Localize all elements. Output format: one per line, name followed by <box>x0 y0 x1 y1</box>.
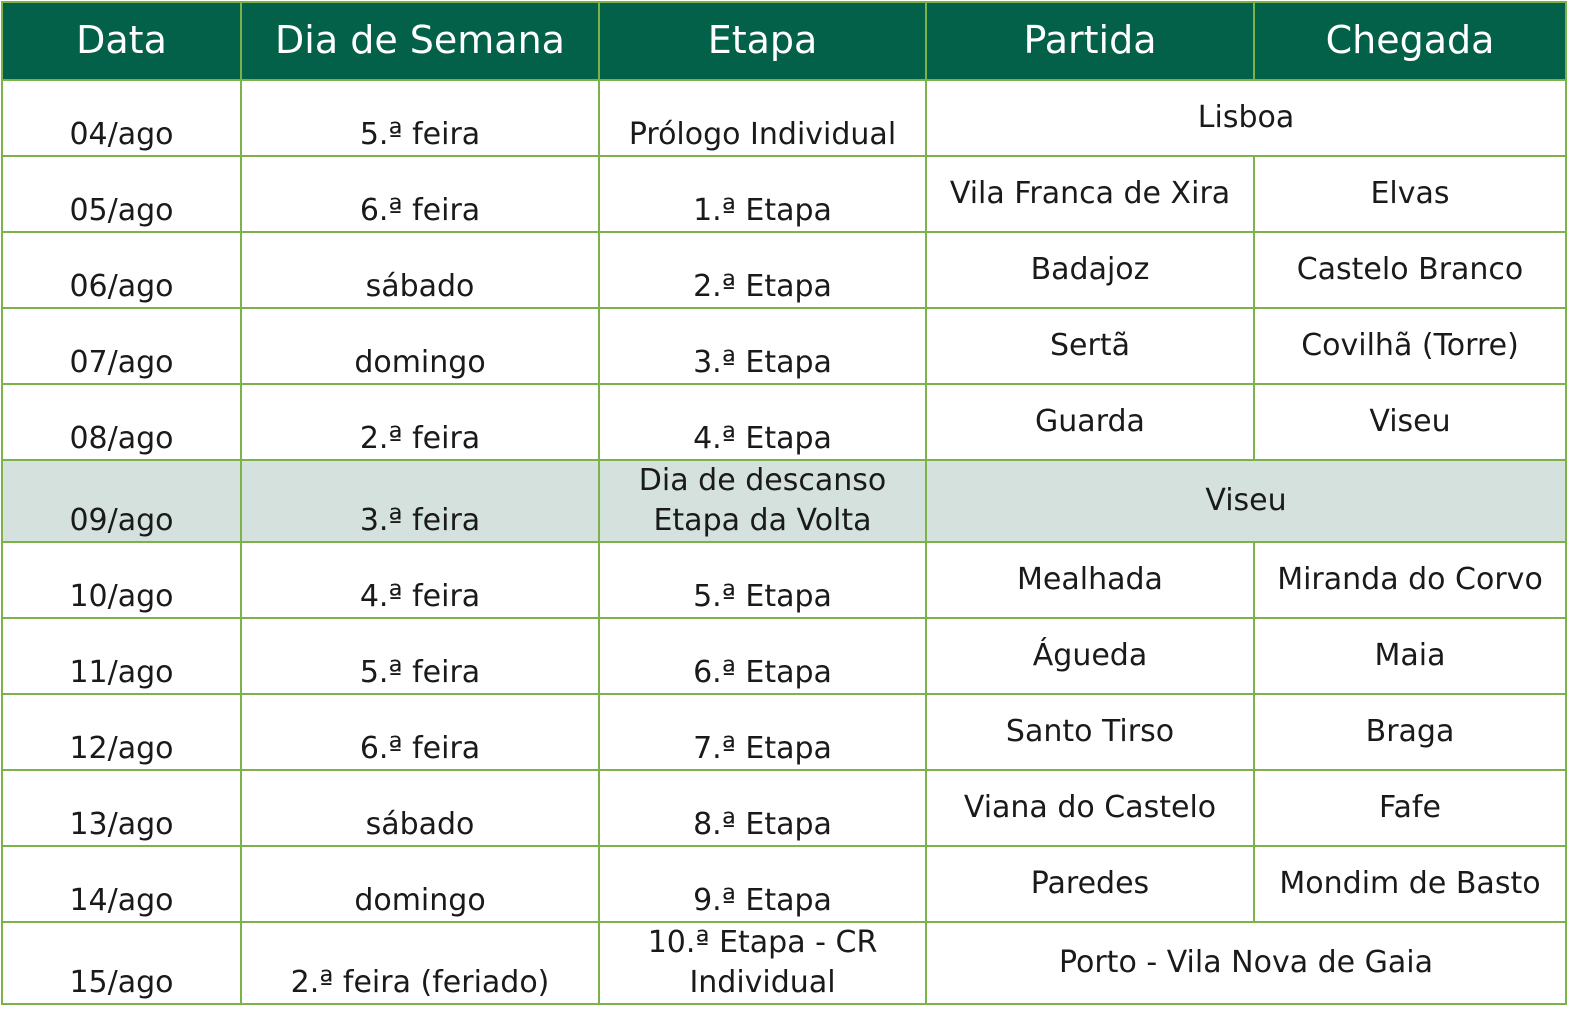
finish-cell: Castelo Branco <box>1254 232 1566 308</box>
weekday-cell: 2.ª feira <box>241 384 599 460</box>
header-start: Partida <box>926 2 1254 80</box>
weekday-cell: 3.ª feira <box>241 460 599 542</box>
stage-cell: 1.ª Etapa <box>599 156 926 232</box>
date-cell: 05/ago <box>2 156 241 232</box>
weekday-cell: 4.ª feira <box>241 542 599 618</box>
finish-cell: Maia <box>1254 618 1566 694</box>
stage-cell: 4.ª Etapa <box>599 384 926 460</box>
start-cell: Sertã <box>926 308 1254 384</box>
stage-cell: 6.ª Etapa <box>599 618 926 694</box>
table-row <box>2 308 1566 384</box>
date-cell: 11/ago <box>2 618 241 694</box>
date-cell: 15/ago <box>2 922 241 1004</box>
start-cell: Santo Tirso <box>926 694 1254 770</box>
stage-cell: 5.ª Etapa <box>599 542 926 618</box>
table-row <box>2 384 1566 460</box>
weekday-cell: 2.ª feira (feriado) <box>241 922 599 1004</box>
weekday-cell: domingo <box>241 308 599 384</box>
date-cell: 04/ago <box>2 80 241 156</box>
weekday-cell: sábado <box>241 232 599 308</box>
finish-cell: Viseu <box>1254 384 1566 460</box>
location-cell: Lisboa <box>926 80 1566 156</box>
start-cell: Vila Franca de Xira <box>926 156 1254 232</box>
table-row <box>2 618 1566 694</box>
table-row <box>2 542 1566 618</box>
stage-line-1: 10.ª Etapa - CR <box>647 925 878 960</box>
header-date: Data <box>2 2 241 80</box>
start-cell: Badajoz <box>926 232 1254 308</box>
date-cell: 08/ago <box>2 384 241 460</box>
start-cell: Viana do Castelo <box>926 770 1254 846</box>
stage-cell: 3.ª Etapa <box>599 308 926 384</box>
table-row <box>2 770 1566 846</box>
header-weekday: Dia de Semana <box>241 2 599 80</box>
stage-cell <box>599 460 926 542</box>
stage-cell: Prólogo Individual <box>599 80 926 156</box>
stage-cell: 2.ª Etapa <box>599 232 926 308</box>
start-cell: Mealhada <box>926 542 1254 618</box>
stage-schedule-table <box>1 1 1567 1005</box>
weekday-cell: sábado <box>241 770 599 846</box>
stage-cell: 7.ª Etapa <box>599 694 926 770</box>
table-row <box>2 922 1566 1004</box>
header-finish: Chegada <box>1254 2 1566 80</box>
stage-cell <box>599 922 926 1004</box>
stage-line-2: Etapa da Volta <box>653 503 872 538</box>
start-cell: Guarda <box>926 384 1254 460</box>
finish-cell: Elvas <box>1254 156 1566 232</box>
date-cell: 10/ago <box>2 542 241 618</box>
finish-cell: Fafe <box>1254 770 1566 846</box>
rest-day-row <box>2 460 1566 542</box>
stage-line-1: Dia de descanso <box>638 463 887 498</box>
weekday-cell: 6.ª feira <box>241 156 599 232</box>
header-row <box>2 2 1566 80</box>
weekday-cell: 6.ª feira <box>241 694 599 770</box>
date-cell: 12/ago <box>2 694 241 770</box>
start-cell: Paredes <box>926 846 1254 922</box>
location-cell: Porto - Vila Nova de Gaia <box>926 922 1566 1004</box>
table-row <box>2 80 1566 156</box>
date-cell: 09/ago <box>2 460 241 542</box>
finish-cell: Mondim de Basto <box>1254 846 1566 922</box>
date-cell: 07/ago <box>2 308 241 384</box>
stage-line-2: Individual <box>689 965 836 1000</box>
table-row <box>2 232 1566 308</box>
finish-cell: Braga <box>1254 694 1566 770</box>
table-row <box>2 694 1566 770</box>
date-cell: 06/ago <box>2 232 241 308</box>
stage-cell: 8.ª Etapa <box>599 770 926 846</box>
start-cell: Águeda <box>926 618 1254 694</box>
finish-cell: Covilhã (Torre) <box>1254 308 1566 384</box>
table-row <box>2 846 1566 922</box>
stage-cell: 9.ª Etapa <box>599 846 926 922</box>
weekday-cell: 5.ª feira <box>241 618 599 694</box>
table-row <box>2 156 1566 232</box>
header-stage: Etapa <box>599 2 926 80</box>
weekday-cell: 5.ª feira <box>241 80 599 156</box>
finish-cell: Miranda do Corvo <box>1254 542 1566 618</box>
location-cell: Viseu <box>926 460 1566 542</box>
date-cell: 14/ago <box>2 846 241 922</box>
weekday-cell: domingo <box>241 846 599 922</box>
date-cell: 13/ago <box>2 770 241 846</box>
